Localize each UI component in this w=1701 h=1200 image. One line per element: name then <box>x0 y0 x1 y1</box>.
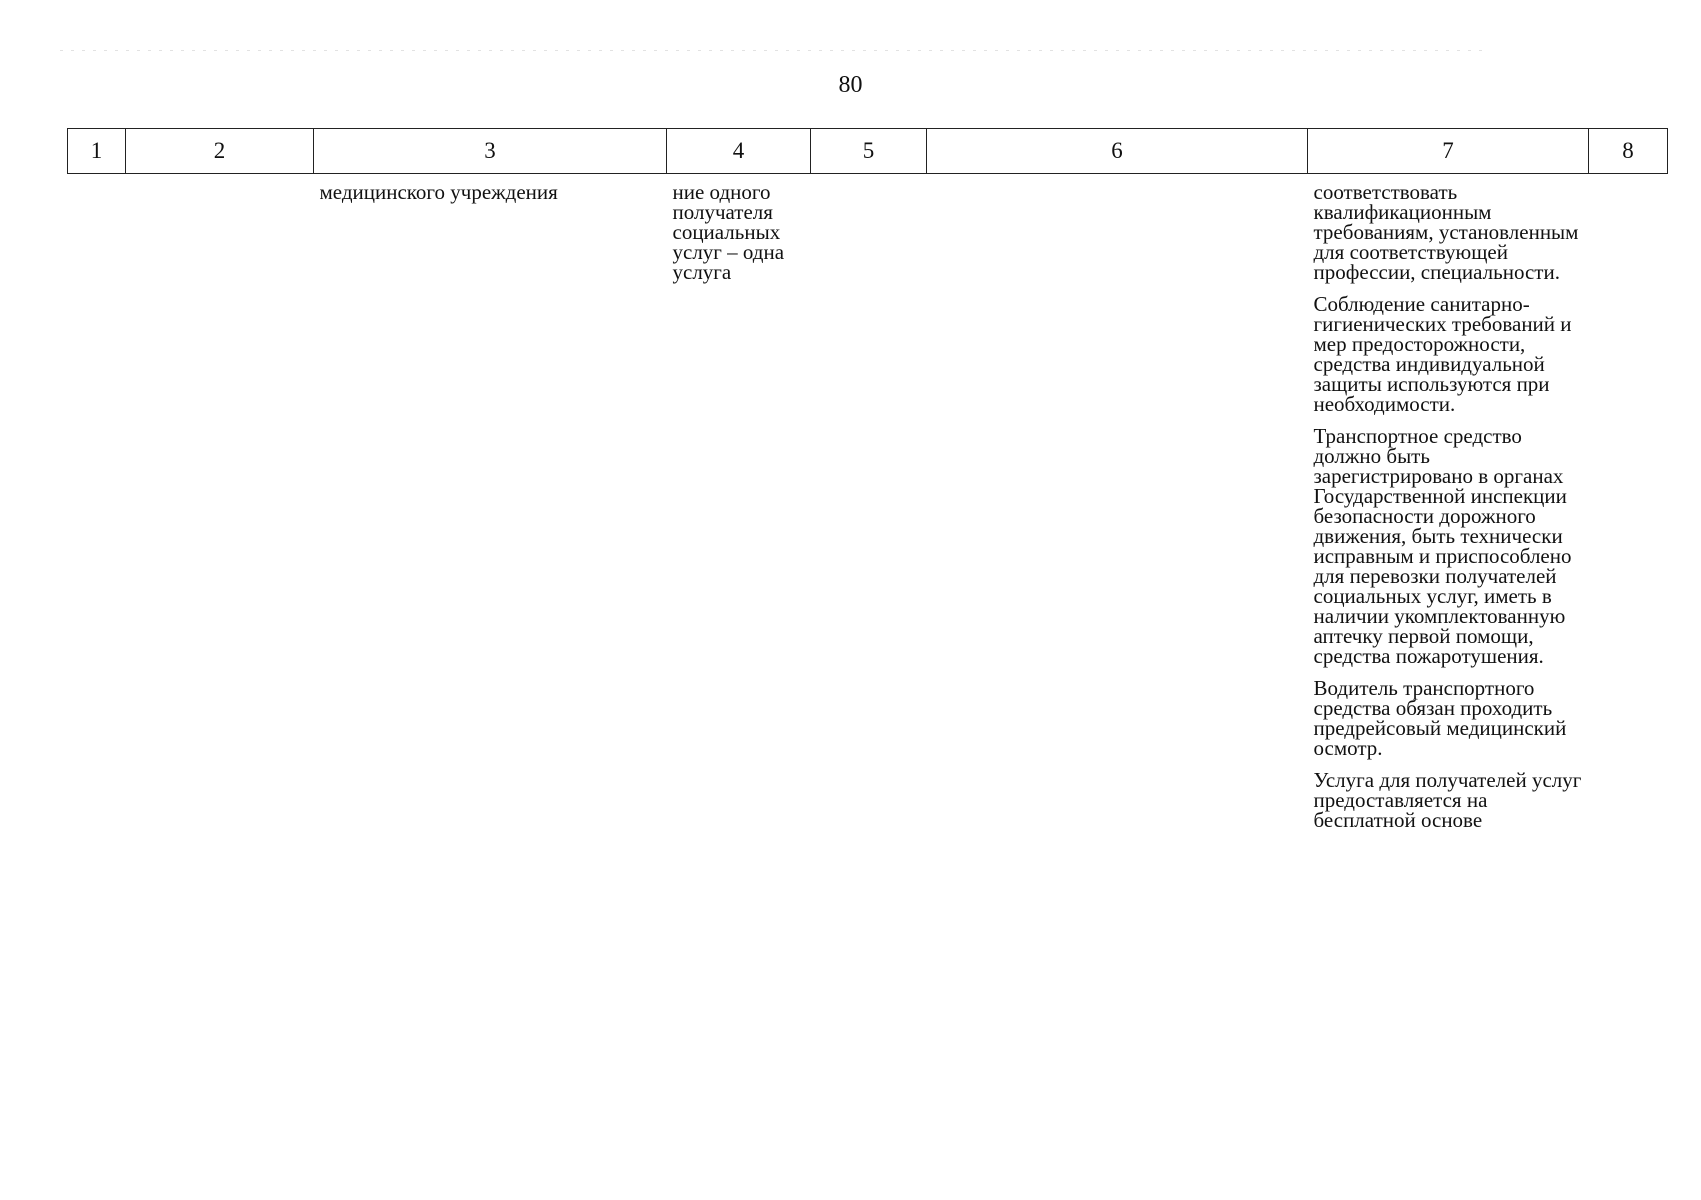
cell-col5 <box>811 174 927 843</box>
cell-col8 <box>1589 174 1668 843</box>
services-table <box>67 128 1668 842</box>
column-header-4: 4 <box>667 129 811 174</box>
column-header-8: 8 <box>1589 129 1668 174</box>
cell-col2 <box>126 174 314 843</box>
cell-col1 <box>68 174 126 843</box>
cell-col3: медицинского учреждения <box>319 180 558 204</box>
table-header-row <box>68 129 1668 174</box>
cell-col6 <box>927 174 1308 843</box>
column-header-5: 5 <box>811 129 927 174</box>
scan-artifact-line <box>60 50 1490 51</box>
page-number: 80 <box>838 72 863 98</box>
column-header-6: 6 <box>927 129 1308 174</box>
cell-col4: ние одного получателя социальных услуг – одна услуга <box>672 180 785 284</box>
column-header-3: 3 <box>314 129 667 174</box>
col7-paragraph: соответствовать квалификационным требованиям, установленным для соответствующей профессии, специальности. <box>1313 180 1579 284</box>
column-header-2: 2 <box>126 129 314 174</box>
col7-paragraph: Транспортное средство должно быть зарегистрировано в органах Государственной инспекции безопасности дорожного движения, быть технически исправным и приспособлено для перевозки получателей социальных услуг, иметь в наличии укомплектованную аптечку первой помощи, средства пожаротушения. <box>1313 424 1572 668</box>
col7-paragraph: Соблюдение санитарно-гигиенических требований и мер предосторожности, средства индивидуальной защиты используются при необходимости. <box>1313 292 1572 416</box>
table-row <box>68 174 1668 843</box>
column-header-7: 7 <box>1308 129 1589 174</box>
col7-paragraph: Водитель транспортного средства обязан проходить предрейсовый медицинский осмотр. <box>1313 676 1567 760</box>
col7-paragraph: Услуга для получателей услуг предоставляется на бесплатной основе <box>1313 768 1582 832</box>
cell-col7 <box>1308 174 1589 843</box>
column-header-1: 1 <box>68 129 126 174</box>
